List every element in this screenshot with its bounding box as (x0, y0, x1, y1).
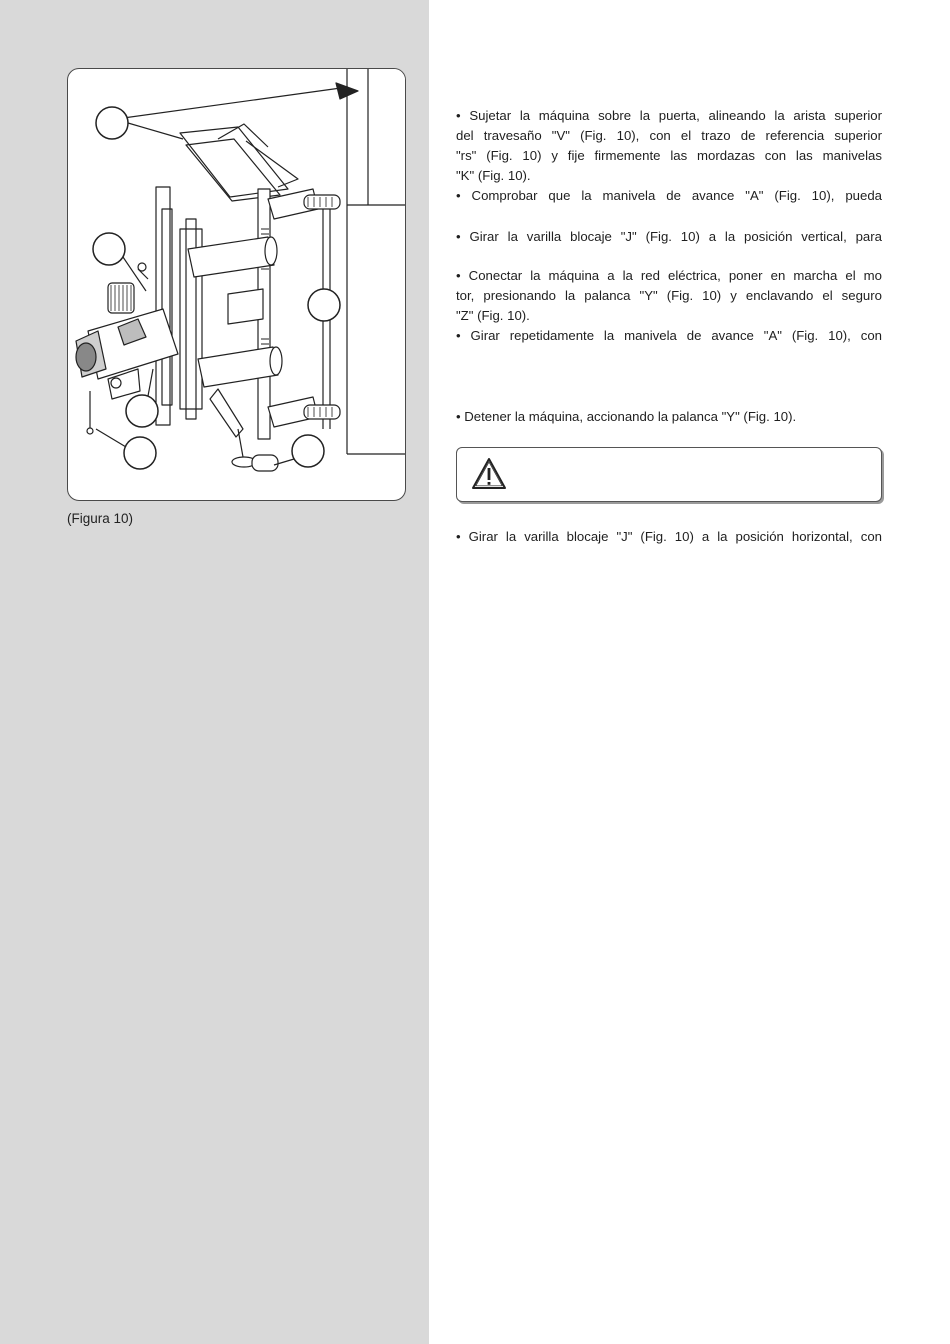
warning-box (456, 447, 882, 502)
paragraph-comprobar (456, 186, 882, 206)
paragraph-girar-vertical (456, 227, 882, 247)
text-line: "rs" (Fig. 10) y fije firmemente las mordazas con las manivelas (456, 148, 882, 163)
text-line: • Comprobar que la manivela de avance "A" (Fig. 10), pueda (456, 188, 882, 203)
text-line: • Girar la varilla blocaje "J" (Fig. 10) a la posición vertical, para (456, 229, 882, 244)
text-line: tor, presionando la palanca "Y" (Fig. 10) y enclavando el seguro (456, 288, 882, 303)
paragraph-conectar (456, 266, 882, 326)
paragraph-girar-horizontal (456, 527, 882, 547)
paragraph-girar-repetidamente (456, 326, 882, 346)
text-line: • Girar repetidamente la manivela de avance "A" (Fig. 10), con (456, 328, 882, 343)
text-line: • Conectar la máquina a la red eléctrica, poner en marcha el mo (456, 268, 882, 283)
text-line: del travesaño "V" (Fig. 10), con el trazo de referencia superior (456, 128, 882, 143)
warning-triangle-icon (471, 457, 507, 491)
paragraph-detener (456, 407, 882, 427)
machine-illustration (68, 69, 406, 501)
paragraph-sujetar (456, 106, 882, 186)
figure-caption: (Figura 10) (67, 511, 134, 526)
text-line: "Z" (Fig. 10). (456, 308, 530, 323)
text-line: • Sujetar la máquina sobre la puerta, alineando la arista superior (456, 108, 882, 123)
text-line: • Detener la máquina, accionando la palanca "Y" (Fig. 10). (456, 409, 797, 424)
text-line: "K" (Fig. 10). (456, 168, 531, 183)
text-line: • Girar la varilla blocaje "J" (Fig. 10) a la posición horizontal, con (456, 529, 882, 544)
figure-10-frame (67, 68, 406, 501)
